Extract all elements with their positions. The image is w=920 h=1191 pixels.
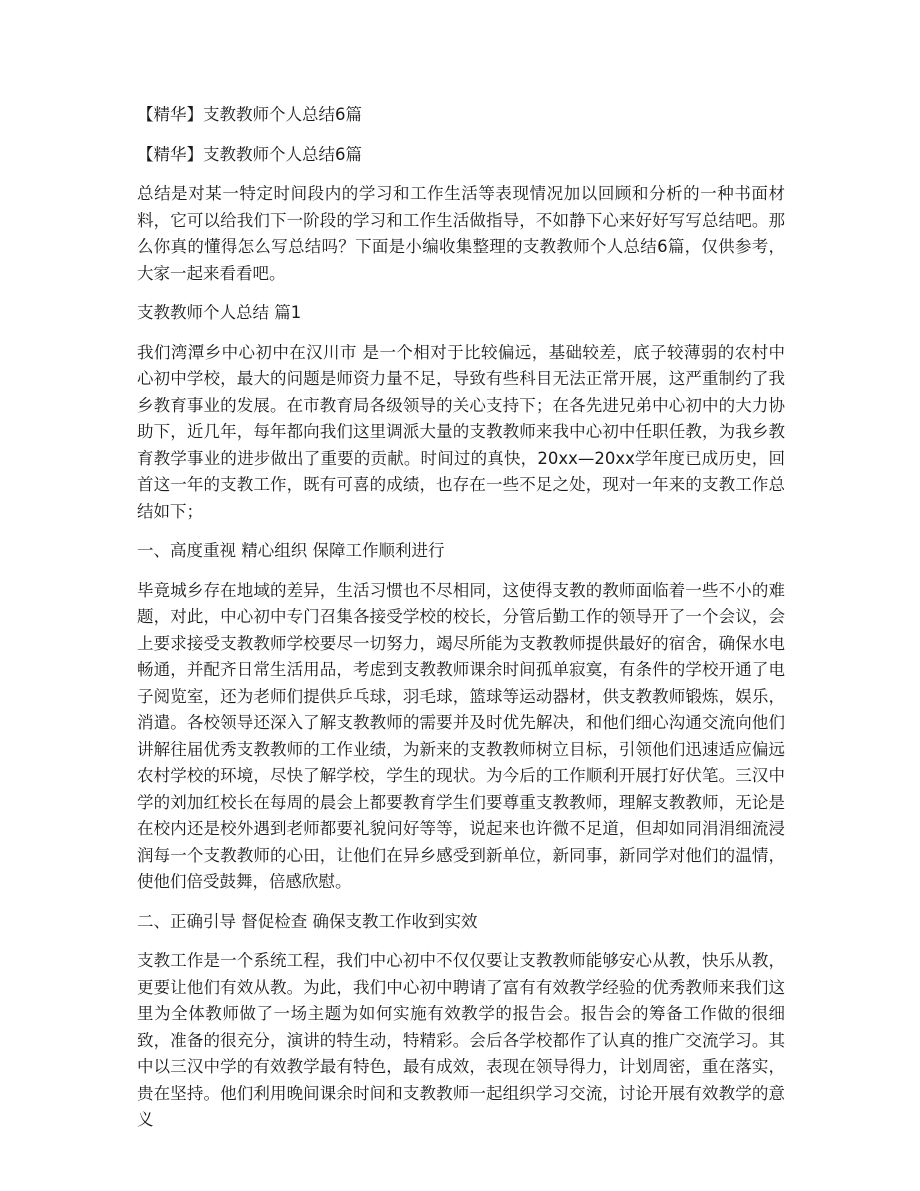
subheading-2: 二、正确引导 督促检查 确保支教工作收到实效 [137, 911, 478, 931]
subheading-1: 一、高度重视 精心组织 保障工作顺利进行 [137, 541, 445, 560]
body-paragraph-1: 我们湾潭乡中心初中在汉川市 是一个相对于比较偏远，基础较差，底子较薄弱的农村中心初中学校，最大的问题是师资力量不足，导致有些科目无法正常开展，这严重制约了我乡教育事业的发展。在市教育局各级领导的关心支持下；在各先进兄弟中心初中的大力协助下，近几年，每年都向我们这里调派大量的支教教师来我中心初中任职任教，为我乡教育教学事业的进步做出了重要的贡献。时间过的真快，20xx—20xx学年度已成历史，回首这一年的支教工作，既有可喜的成绩，也存在一些不足之处，现对一年来的支教工作总结如下； [137, 342, 785, 521]
document-subtitle: 【精华】支教教师个人总结6篇 [137, 144, 362, 164]
document-page [137, 102, 785, 1134]
body-paragraph-2: 毕竟城乡存在地域的差异，生活习惯也不尽相同，这使得支教的教师面临着一些不小的难题，对此，中心初中专门召集各接受学校的校长，分管后勤工作的领导开了一个会议，会上要求接受支教教师学校要尽一切努力，竭尽所能为支教教师提供最好的宿舍，确保水电畅通，并配齐日常生活用品，考虑到支教教师课余时间孤单寂寞，有条件的学校开通了电子阅览室，还为老师们提供乒乓球，羽毛球，篮球等运动器材，供支教教师锻炼，娱乐，消遣。各校领导还深入了解支教教师的需要并及时优先解决，和他们细心沟通交流向他们讲解往届优秀支教教师的工作业绩，为新来的支教教师树立目标，引领他们迅速适应偏远农村学校的环境，尽快了解学校，学生的现状。为今后的工作顺利开展打好伏笔。三汉中学的刘加红校长在每周的晨会上都要教育学生们要尊重支教教师，理解支教教师，无论是在校内还是校外遇到老师都要礼貌问好等等，说起来也许微不足道，但却如同涓涓细流浸润每一个支教教师的心田，让他们在异乡感受到新单位，新同事，新同学对他们的温情，使他们倍受鼓舞，倍感欣慰。 [137, 580, 785, 891]
intro-paragraph: 总结是对某一特定时间段内的学习和工作生活等表现情况加以回顾和分析的一种书面材料，它可以给我们下一阶段的学习和工作生活做指导，不如静下心来好好写写总结吧。那么你真的懂得怎么写总结吗？下面是小编收集整理的支教教师个人总结6篇，仅供参考，大家一起来看看吧。 [137, 184, 785, 283]
section-title: 支教教师个人总结 篇1 [137, 303, 302, 322]
body-paragraph-3: 支教工作是一个系统工程，我们中心初中不仅仅要让支教教师能够安心从教，快乐从教，更要让他们有效从教。为此，我们中心初中聘请了富有有效教学经验的优秀教师来我们这里为全体教师做了一场主题为如何实施有效教学的报告会。报告会的筹备工作做的很细致，准备的很充分，演讲的特生动，特精彩。会后各学校都作了认真的推广交流学习。其中以三汉中学的有效教学最有特色，最有成效，表现在领导得力，计划周密，重在落实，贵在坚持。他们利用晚间课余时间和支教教师一起组织学习交流，讨论开展有效教学的意义 [137, 951, 785, 1129]
document-title: 【精华】支教教师个人总结6篇 [137, 105, 362, 124]
